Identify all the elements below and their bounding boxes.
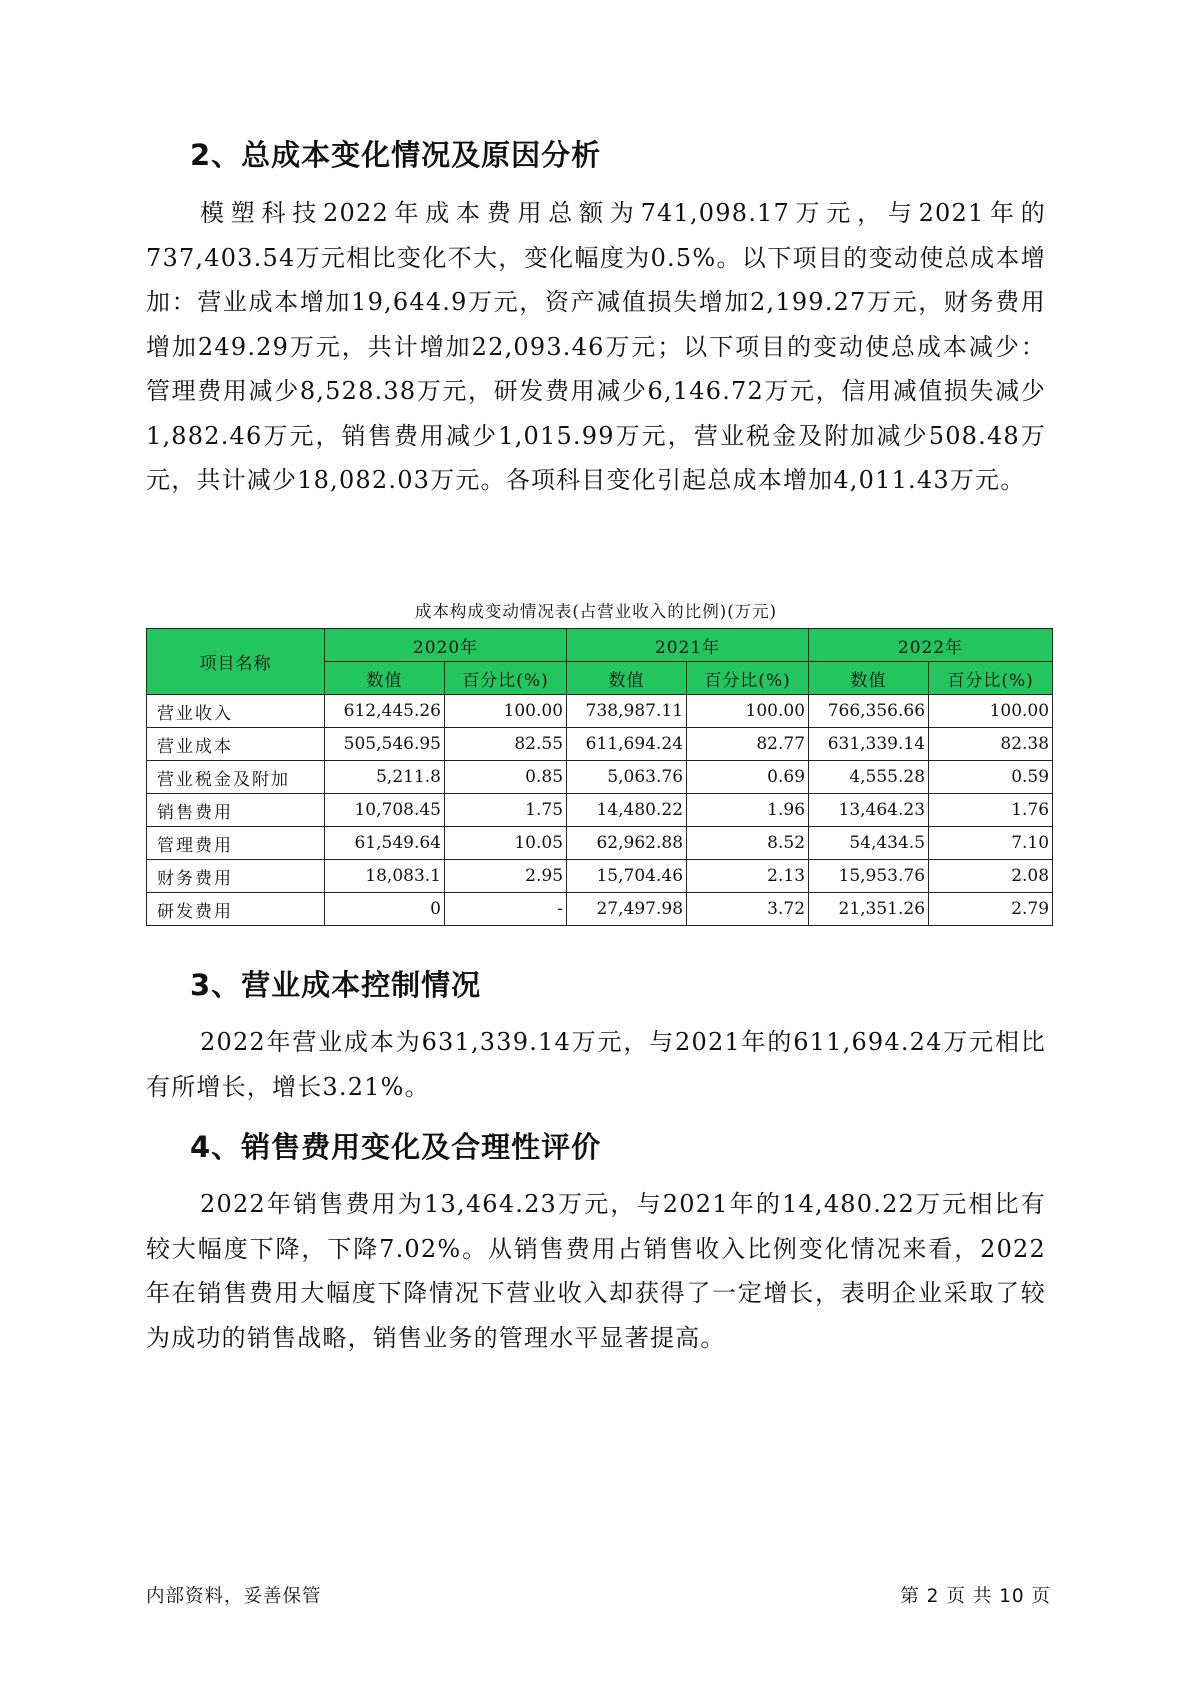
row-name: 研发费用 (147, 893, 325, 926)
table-row (147, 794, 1053, 827)
cell: 0.69 (687, 761, 809, 794)
cell: 82.77 (687, 728, 809, 761)
row-name: 管理费用 (147, 827, 325, 860)
cell: 0.85 (445, 761, 567, 794)
header-item-name: 项目名称 (147, 629, 325, 695)
cell: 2.95 (445, 860, 567, 893)
table-row (147, 860, 1053, 893)
cell: 631,339.14 (809, 728, 929, 761)
cost-structure-table (146, 628, 1053, 926)
cell: 1.96 (687, 794, 809, 827)
cell: 10.05 (445, 827, 567, 860)
table-row (147, 695, 1053, 728)
table-row (147, 893, 1053, 926)
table-caption: 成本构成变动情况表(占营业收入的比例)(万元) (414, 602, 778, 621)
footer-confidential-note: 内部资料，妥善保管 (146, 1586, 322, 1607)
header-percent: 百分比(%) (445, 662, 567, 695)
cell: 8.52 (687, 827, 809, 860)
cell: 54,434.5 (809, 827, 929, 860)
cell: 3.72 (687, 893, 809, 926)
section-4-paragraph: 2022年销售费用为13,464.23万元，与2021年的14,480.22万元相比有较大幅度下降，下降7.02%。从销售费用占销售收入比例变化情况来看，2022年在销售费用大幅度下降情况下营业收入却获得了一定增长，表明企业采取了较为成功的销售战略，销售业务的管理水平显著提高。 (146, 1190, 1046, 1352)
header-value: 数值 (567, 662, 687, 695)
header-value: 数值 (809, 662, 929, 695)
header-value: 数值 (325, 662, 445, 695)
cell: 82.38 (929, 728, 1053, 761)
table-row (147, 728, 1053, 761)
cell: 5,211.8 (325, 761, 445, 794)
header-percent: 百分比(%) (929, 662, 1053, 695)
cell: 1.75 (445, 794, 567, 827)
row-name: 营业收入 (147, 695, 325, 728)
cell: 612,445.26 (325, 695, 445, 728)
cell: 0.59 (929, 761, 1053, 794)
header-year-2021: 2021年 (567, 629, 809, 662)
row-name: 营业税金及附加 (147, 761, 325, 794)
row-name: 财务费用 (147, 860, 325, 893)
cell: 2.79 (929, 893, 1053, 926)
header-year-2022: 2022年 (809, 629, 1053, 662)
cell: 10,708.45 (325, 794, 445, 827)
section-4-heading: 4、销售费用变化及合理性评价 (190, 1130, 602, 1164)
cell: 100.00 (445, 695, 567, 728)
section-3-heading: 3、营业成本控制情况 (190, 968, 482, 1002)
cell: 2.08 (929, 860, 1053, 893)
cell: 21,351.26 (809, 893, 929, 926)
cell: 13,464.23 (809, 794, 929, 827)
row-name: 销售费用 (147, 794, 325, 827)
header-percent: 百分比(%) (687, 662, 809, 695)
cell: 7.10 (929, 827, 1053, 860)
cell: 15,953.76 (809, 860, 929, 893)
cell: 27,497.98 (567, 893, 687, 926)
section-2-heading: 2、总成本变化情况及原因分析 (190, 138, 602, 172)
table-row (147, 761, 1053, 794)
cell: 5,063.76 (567, 761, 687, 794)
cell: 611,694.24 (567, 728, 687, 761)
cell: 1.76 (929, 794, 1053, 827)
footer-page-number: 第 2 页 共 10 页 (900, 1586, 1051, 1607)
cell: 738,987.11 (567, 695, 687, 728)
cell: - (445, 893, 567, 926)
cell: 100.00 (929, 695, 1053, 728)
cell: 15,704.46 (567, 860, 687, 893)
cell: 505,546.95 (325, 728, 445, 761)
cell: 82.55 (445, 728, 567, 761)
cell: 2.13 (687, 860, 809, 893)
section-2-paragraph: 模塑科技2022年成本费用总额为741,098.17万元，与2021年的737,403.54万元相比变化不大，变化幅度为0.5%。以下项目的变动使总成本增加：营业成本增加19,644.9万元，资产减值损失增加2,199.27万元，财务费用增加249.29万元，共计增加22,093.46万元；以下项目的变动使总成本减少：管理费用减少8,528.38万元，研发费用减少6,146.72万元，信用减值损失减少1,882.46万元，销售费用减少1,015.99万元，营业税金及附加减少508.48万元，共计减少18,082.03万元。各项科目变化引起总成本增加4,011.43万元。 (146, 199, 1046, 494)
cell: 62,962.88 (567, 827, 687, 860)
row-name: 营业成本 (147, 728, 325, 761)
cell: 766,356.66 (809, 695, 929, 728)
section-3-paragraph: 2022年营业成本为631,339.14万元，与2021年的611,694.24万元相比有所增长，增长3.21%。 (146, 1028, 1046, 1101)
cell: 100.00 (687, 695, 809, 728)
cell: 4,555.28 (809, 761, 929, 794)
cell: 0 (325, 893, 445, 926)
cell: 18,083.1 (325, 860, 445, 893)
table-row (147, 827, 1053, 860)
cell: 61,549.64 (325, 827, 445, 860)
header-year-2020: 2020年 (325, 629, 567, 662)
cell: 14,480.22 (567, 794, 687, 827)
